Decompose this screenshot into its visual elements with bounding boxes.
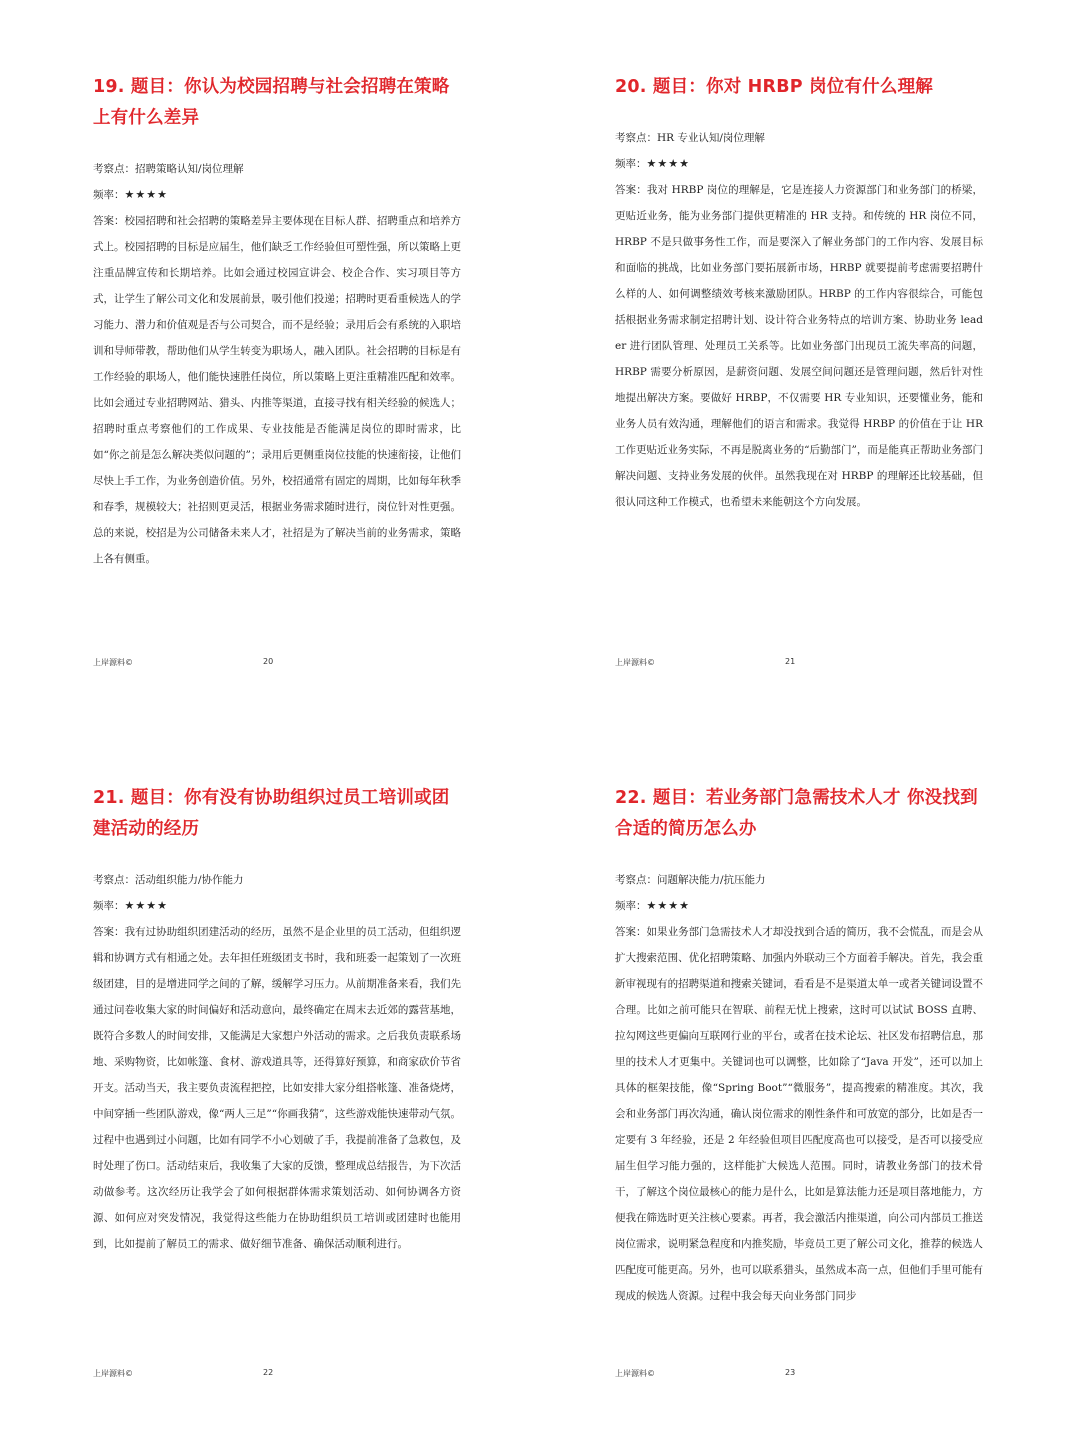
question-title: 22. 题目：若业务部门急需技术人才 你没找到合适的简历怎么办	[615, 788, 978, 839]
page-23	[615, 783, 983, 1309]
footer-brand: 上岸源料©	[93, 1369, 133, 1378]
question-title: 20. 题目：你对 HRBP 岗位有什么理解	[615, 77, 933, 97]
frequency-label: 频率：	[93, 900, 125, 912]
footer-brand: 上岸源料©	[93, 658, 133, 667]
page-number: 22	[263, 1368, 274, 1377]
frequency-label: 频率：	[93, 189, 125, 201]
footer-brand: 上岸源料©	[615, 658, 655, 667]
question-title: 19. 题目：你认为校园招聘与社会招聘在策略上有什么差异	[93, 77, 450, 128]
star-rating: ★★★★	[646, 899, 690, 912]
footer-brand: 上岸源料©	[615, 1369, 655, 1378]
page-20	[93, 72, 461, 572]
answer-text: 答案：校园招聘和社会招聘的策略差异主要体现在目标人群、招聘重点和培养方式上。校园招聘的目标是应届生，他们缺乏工作经验但可塑性强，所以策略上更注重品牌宣传和长期培养。比如会通过校园宣讲会、校企合作、实习项目等方式，让学生了解公司文化和发展前景，吸引他们投递；招聘时更看重候选人的学习能力、潜力和价值观是否与公司契合，而不是经验；录用后会有系统的入职培训和导师带教，帮助他们从学生转变为职场人，融入团队。社会招聘的目标是有工作经验的职场人，他们能快速胜任岗位，所以策略上更注重精准匹配和效率。比如会通过专业招聘网站、猎头、内推等渠道，直接寻找有相关经验的候选人；招聘时重点考察他们的工作成果、专业技能是否能满足岗位的即时需求，比如“你之前是怎么解决类似问题的”；录用后更侧重岗位技能的快速衔接，让他们尽快上手工作，为业务创造价值。另外，校招通常有固定的周期，比如每年秋季和春季，规模较大；社招则更灵活，根据业务需求随时进行，岗位针对性更强。总的来说，校招是为公司储备未来人才，社招是为了解决当前的业务需求，策略上各有侧重。	[93, 215, 461, 565]
answer-text: 答案：我对 HRBP 岗位的理解是，它是连接人力资源部门和业务部门的桥梁，更贴近业务，能为业务部门提供更精准的 HR 支持。和传统的 HR 岗位不同，HRBP 不是只做事务性工作，而是要深入了解业务部门的工作内容、发展目标和面临的挑战，比如业务部门要拓展新市场，HRBP 就要提前考虑需要招聘什么样的人、如何调整绩效考核来激励团队。HRBP 的工作内容很综合，可能包括根据业务需求制定招聘计划、设计符合业务特点的培训方案、协助业务 leader 进行团队管理、处理员工关系等。比如业务部门出现员工流失率高的问题，HRBP 需要分析原因，是薪资问题、发展空间问题还是管理问题，然后针对性地提出解决方案。要做好 HRBP，不仅需要 HR 专业知识，还要懂业务，能和业务人员有效沟通，理解他们的语言和需求。我觉得 HRBP 的价值在于让 HR 工作更贴近业务实际，不再是脱离业务的“后勤部门”，而是能真正帮助业务部门解决问题、支持业务发展的伙伴。虽然我现在对 HRBP 的理解还比较基础，但很认同这种工作模式，也希望未来能朝这个方向发展。	[615, 184, 983, 508]
page-21	[615, 72, 983, 515]
focus-line: 考察点：活动组织能力/协作能力	[93, 874, 244, 886]
question-title: 21. 题目：你有没有协助组织过员工培训或团建活动的经历	[93, 788, 450, 839]
page-22	[93, 783, 461, 1257]
star-rating: ★★★★	[646, 157, 690, 170]
page-number: 23	[785, 1368, 796, 1377]
frequency-label: 频率：	[615, 158, 647, 170]
frequency-line	[615, 151, 983, 177]
answer-text: 答案：我有过协助组织团建活动的经历，虽然不是企业里的员工活动，但组织逻辑和协调方式有相通之处。去年担任班级团支书时，我和班委一起策划了一次班级团建，目的是增进同学之间的了解，缓解学习压力。从前期准备来看，我们先通过问卷收集大家的时间偏好和活动意向，最终确定在周末去近郊的露营基地，既符合多数人的时间安排，又能满足大家想户外活动的需求。之后我负责联系场地、采购物资，比如帐篷、食材、游戏道具等，还得算好预算，和商家砍价节省开支。活动当天，我主要负责流程把控，比如安排大家分组搭帐篷、准备烧烤，中间穿插一些团队游戏，像“两人三足”“你画我猜”，这些游戏能快速带动气氛。过程中也遇到过小问题，比如有同学不小心划破了手，我提前准备了急救包，及时处理了伤口。活动结束后，我收集了大家的反馈，整理成总结报告，为下次活动做参考。这次经历让我学会了如何根据群体需求策划活动、如何协调各方资源、如何应对突发情况，我觉得这些能力在协助组织员工培训或团建时也能用到，比如提前了解员工的需求、做好细节准备、确保活动顺利进行。	[93, 926, 461, 1250]
focus-line: 考察点：HR 专业认知/岗位理解	[615, 132, 765, 144]
frequency-line	[93, 182, 461, 208]
frequency-label: 频率：	[615, 900, 647, 912]
answer-text: 答案：如果业务部门急需技术人才却没找到合适的简历，我不会慌乱，而是会从扩大搜索范围、优化招聘策略、加强内外联动三个方面着手解决。首先，我会重新审视现有的招聘渠道和搜索关键词，看看是不是渠道太单一或者关键词设置不合理。比如之前可能只在智联、前程无忧上搜索，这时可以试试 BOSS 直聘、拉勾网这些更偏向互联网行业的平台，或者在技术论坛、社区发布招聘信息，那里的技术人才更集中。关键词也可以调整，比如除了“Java 开发”，还可以加上具体的框架技能，像“Spring Boot”“微服务”，提高搜索的精准度。其次，我会和业务部门再次沟通，确认岗位需求的刚性条件和可放宽的部分，比如是否一定要有 3 年经验，还是 2 年经验但项目匹配度高也可以接受，是否可以接受应届生但学习能力强的，这样能扩大候选人范围。同时，请教业务部门的技术骨干，了解这个岗位最核心的能力是什么，比如是算法能力还是项目落地能力，方便我在筛选时更关注核心要素。再者，我会激活内推渠道，向公司内部员工推送岗位需求，说明紧急程度和内推奖励，毕竟员工更了解公司文化，推荐的候选人匹配度可能更高。另外，也可以联系猎头，虽然成本高一点，但他们手里可能有现成的候选人资源。过程中我会每天向业务部门同步	[615, 926, 983, 1302]
page-number: 21	[785, 657, 796, 666]
page-number: 20	[263, 657, 274, 666]
frequency-line	[93, 893, 461, 919]
focus-line: 考察点：问题解决能力/抗压能力	[615, 874, 766, 886]
star-rating: ★★★★	[124, 899, 168, 912]
star-rating: ★★★★	[124, 188, 168, 201]
focus-line: 考察点：招聘策略认知/岗位理解	[93, 163, 244, 175]
frequency-line	[615, 893, 983, 919]
